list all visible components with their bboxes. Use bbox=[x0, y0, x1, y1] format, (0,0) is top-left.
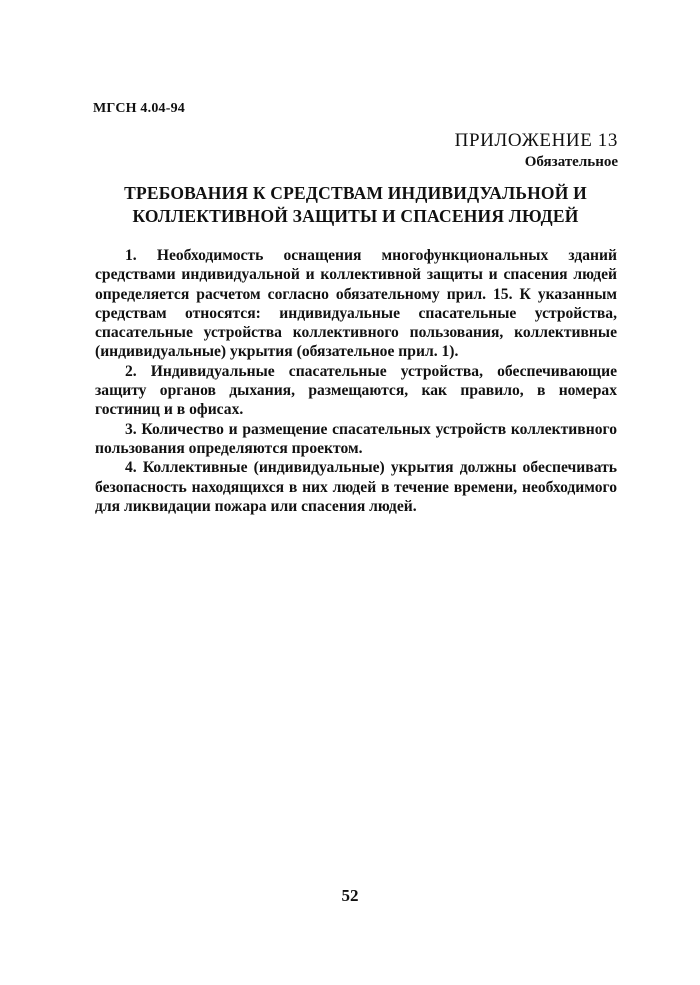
paragraph-3: 3. Количество и размещение спасательных устройств коллективного пользования определяются проектом. bbox=[95, 420, 617, 457]
page-number: 52 bbox=[341, 886, 359, 905]
section-heading-line-2: КОЛЛЕКТИВНОЙ ЗАЩИТЫ И СПАСЕНИЯ ЛЮДЕЙ bbox=[132, 206, 579, 226]
section-heading bbox=[93, 182, 618, 228]
appendix-status: Обязательное bbox=[524, 154, 618, 170]
appendix-title: ПРИЛОЖЕНИЕ 13 bbox=[454, 130, 618, 151]
paragraph-4: 4. Коллективные (индивидуальные) укрытия должны обеспечивать безопасность находящихся в них людей в течение времени, необходимого для ликвидации пожара или спасения людей. bbox=[95, 459, 617, 515]
document-code: МГСН 4.04-94 bbox=[93, 101, 185, 116]
appendix-label bbox=[455, 129, 618, 172]
paragraph-1: 1. Необходимость оснащения многофункциональных зданий средствами индивидуальной и коллективной защиты и спасения людей определяется расчетом согласно обязательному прил. 15. К указанным средствам относятся: индивидуальные спасательные устройства, спасательные устройства коллективного пользования, коллективные (индивидуальные) укрытия (обязательное прил. 1). bbox=[95, 247, 617, 361]
paragraph-2: 2. Индивидуальные спасательные устройства, обеспечивающие защиту органов дыхания, размещаются, как правило, в номерах гостиниц и в офисах. bbox=[95, 362, 617, 419]
section-heading-line-1: ТРЕБОВАНИЯ К СРЕДСТВАМ ИНДИВИДУАЛЬНОЙ И bbox=[124, 183, 587, 203]
body-text bbox=[95, 246, 617, 516]
